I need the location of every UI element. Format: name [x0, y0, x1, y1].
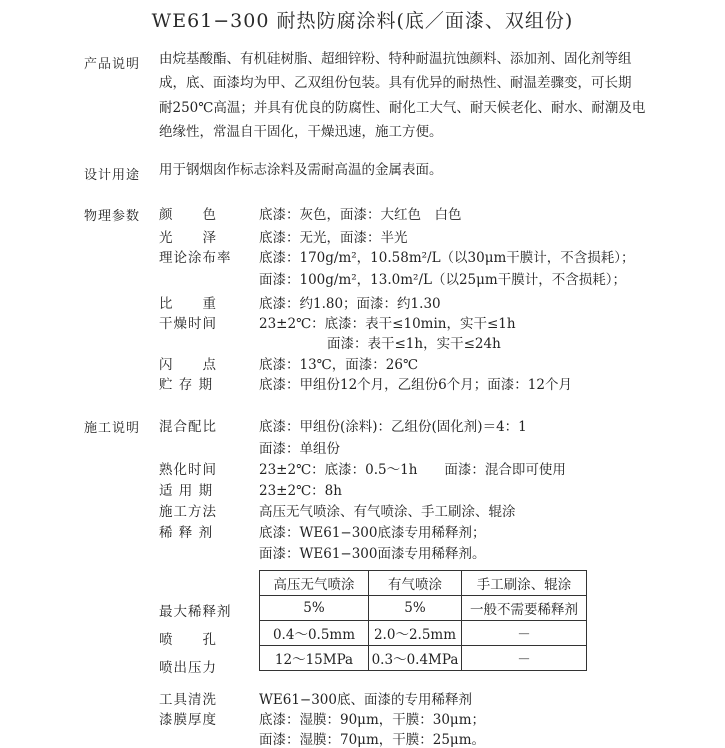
table-header-airless: 高压无气喷涂 — [260, 571, 369, 596]
value-coverage-topcoat: 面漆：100g/m²，13.0m²/L（以25μm干膜计，不含损耗）； — [259, 272, 626, 288]
table-header-brush: 手工刷涂、辊涂 — [462, 571, 587, 596]
section-label-physical: 物理参数 — [84, 209, 141, 224]
table-cell: 0.3～0.4MPa — [369, 646, 462, 671]
value-maturation: 23±2℃：底漆：0.5～1h 面漆：混合即可使用 — [259, 462, 566, 478]
value-method: 高压无气喷涂、有气喷涂、手工刷涂、辊涂 — [259, 504, 516, 520]
value-pot-life: 23±2℃：8h — [259, 483, 342, 499]
product-desc-line-3: 耐250℃高温；并具有优良的防腐性、耐化工大气、耐天候老化、耐水、耐潮及电 — [159, 100, 646, 116]
label-mix: 混合配比 — [159, 419, 217, 435]
label-thickness: 漆膜厚度 — [159, 712, 217, 728]
table-cell: － — [462, 646, 587, 671]
label-coverage: 理论涂布率 — [159, 250, 232, 266]
value-flash: 底漆：13℃，面漆：26℃ — [259, 357, 419, 373]
value-thickness-topcoat: 面漆：湿膜：70μm，干膜：25μm。 — [259, 732, 486, 748]
value-gloss: 底漆：无光，面漆：半光 — [259, 230, 408, 246]
design-use-text: 用于钢烟囱作标志涂料及需耐高温的金属表面。 — [159, 162, 443, 178]
value-coverage-primer: 底漆：170g/m²，10.58m²/L（以30μm干膜计，不含损耗）； — [259, 250, 635, 266]
table-cell: 2.0～2.5mm — [369, 621, 462, 646]
label-storage: 贮 存 期 — [159, 377, 214, 393]
table-row-label-nozzle: 喷 孔 — [159, 632, 217, 648]
value-drying-topcoat: 面漆：表干≤1h，实干≤24h — [327, 336, 501, 352]
value-cleaning: WE61−300底、面漆的专用稀释剂 — [259, 692, 472, 708]
label-maturation: 熟化时间 — [159, 462, 217, 478]
value-density: 底漆：约1.80；面漆：约1.30 — [259, 296, 441, 312]
label-pot-life: 适 用 期 — [159, 483, 214, 499]
label-cleaning: 工具清洗 — [159, 692, 217, 708]
label-method: 施工方法 — [159, 504, 217, 520]
table-row — [260, 596, 587, 621]
table-cell: 5% — [369, 596, 462, 621]
value-color: 底漆：灰色，面漆：大红色 白色 — [259, 207, 462, 223]
product-desc-line-4: 绝缘性，常温自干固化，干燥迅速，施工方便。 — [159, 124, 443, 140]
table-cell: 0.4～0.5mm — [260, 621, 369, 646]
label-thinner: 稀 释 剂 — [159, 525, 214, 541]
value-thinner-topcoat: 面漆：WE61−300面漆专用稀释剂。 — [259, 546, 486, 562]
section-label-design-use: 设计用途 — [84, 168, 141, 183]
table-row — [260, 621, 587, 646]
value-thickness-primer: 底漆：湿膜：90μm，干膜：30μm； — [259, 712, 486, 728]
value-mix-primer: 底漆：甲组份(涂料)：乙组份(固化剂)＝4：1 — [259, 419, 527, 435]
page-title: WE61−300 耐热防腐涂料(底／面漆、双组份) — [151, 10, 574, 32]
product-desc-line-1: 由烷基酸酯、有机硅树脂、超细锌粉、特种耐温抗蚀颜料、添加剂、固化剂等组 — [159, 51, 632, 67]
value-drying-primer: 23±2℃：底漆：表干≤10min，实干≤1h — [259, 316, 516, 332]
table-row-label-pressure: 喷出压力 — [159, 660, 217, 676]
value-thinner-primer: 底漆：WE61−300底漆专用稀释剂； — [259, 525, 486, 541]
product-desc-line-2: 成，底、面漆均为甲、乙双组份包装。具有优异的耐热性、耐温差骤变，可长期 — [159, 75, 632, 91]
table-header-air: 有气喷涂 — [369, 571, 462, 596]
dilution-table — [259, 570, 587, 671]
label-gloss: 光 泽 — [159, 230, 217, 246]
value-mix-topcoat: 面漆：单组份 — [259, 441, 340, 457]
table-header-row — [260, 571, 587, 596]
label-drying: 干燥时间 — [159, 316, 217, 332]
label-flash: 闪 点 — [159, 357, 217, 373]
label-color: 颜 色 — [159, 207, 217, 223]
table-cell: 12～15MPa — [260, 646, 369, 671]
table-row — [260, 646, 587, 671]
table-cell: 一般不需要稀释剂 — [462, 596, 587, 621]
label-density: 比 重 — [159, 296, 217, 312]
table-row-label-max-thinner: 最大稀释剂 — [159, 604, 232, 620]
value-storage: 底漆：甲组份12个月，乙组份6个月；面漆：12个月 — [259, 377, 572, 393]
table-cell: 5% — [260, 596, 369, 621]
section-label-application: 施工说明 — [84, 421, 141, 436]
table-cell: － — [462, 621, 587, 646]
section-label-product: 产品说明 — [84, 57, 141, 72]
